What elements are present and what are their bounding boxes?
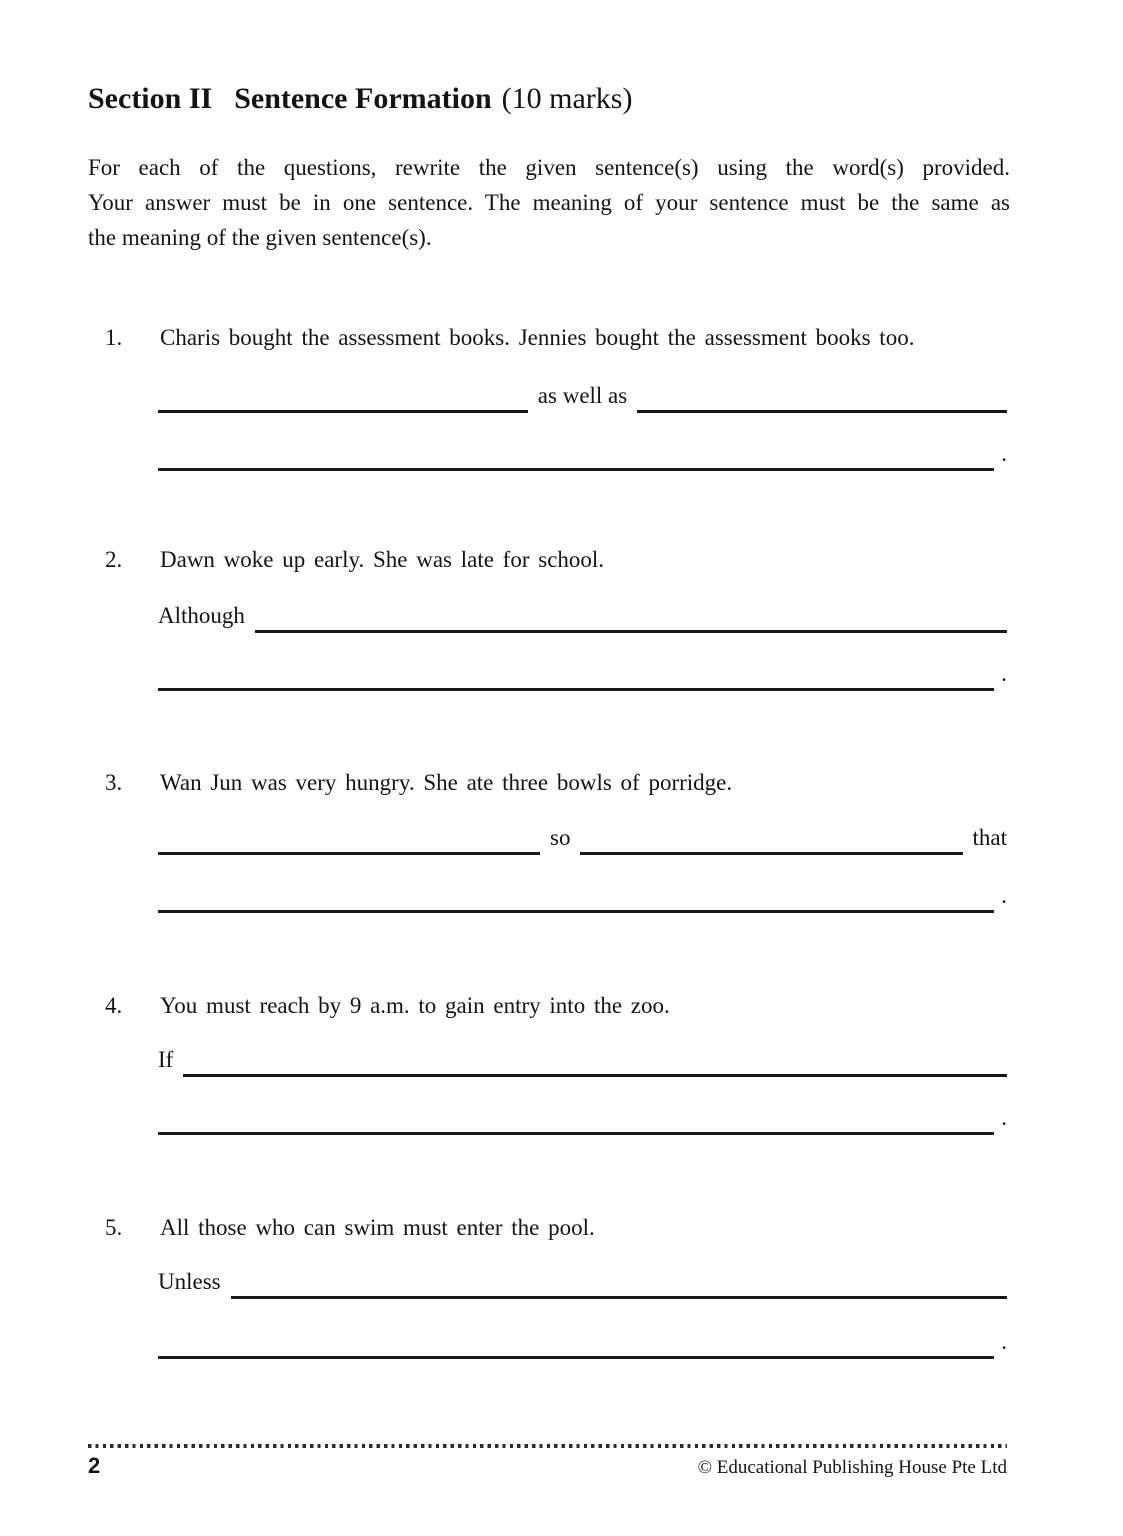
question-number: 4. [105, 993, 123, 1018]
instructions-line: Your answer must be in one sentence. The meaning of your sentence must be the same as [88, 190, 1010, 215]
answer-blank[interactable] [255, 600, 1007, 633]
question-1-answer-row-2 [158, 437, 1007, 471]
question-number: 2. [105, 547, 123, 572]
question-2-answer-row-1 [158, 599, 1007, 633]
connector-word: as well as [537, 383, 628, 408]
answer-blank[interactable] [231, 1266, 1007, 1299]
end-period: . [1001, 661, 1007, 686]
instructions-line: For each of the questions, rewrite the given sentence(s) using the word(s) provided. [88, 155, 1010, 180]
answer-blank[interactable] [158, 822, 540, 855]
question-1 [105, 322, 1010, 353]
answer-blank[interactable] [637, 380, 1007, 413]
question-5-answer-row-1 [158, 1265, 1007, 1299]
answer-blank[interactable] [183, 1044, 1007, 1077]
question-text: Charis bought the assessment books. Jennies bought the assessment books too. [160, 325, 915, 350]
answer-blank[interactable] [158, 380, 528, 413]
answer-blank[interactable] [158, 658, 994, 691]
answer-blank[interactable] [158, 880, 994, 913]
question-number: 3. [105, 770, 123, 795]
question-3 [105, 767, 1010, 798]
section-title-number: Section II [88, 82, 213, 115]
page-number: 2 [88, 1453, 101, 1478]
copyright-text: © Educational Publishing House Pte Ltd [697, 1457, 1007, 1478]
connector-word: so [550, 825, 571, 850]
question-number: 5. [105, 1215, 123, 1240]
end-period: . [1001, 1105, 1007, 1130]
question-text: Wan Jun was very hungry. She ate three bowls of porridge. [160, 770, 733, 795]
question-4 [105, 990, 1010, 1021]
section-title [88, 82, 632, 116]
question-text: All those who can swim must enter the pool. [160, 1215, 595, 1240]
question-5-answer-row-2 [158, 1325, 1007, 1359]
end-period: . [1001, 1329, 1007, 1354]
section-title-marks: (10 marks) [501, 82, 633, 115]
end-period: . [1001, 441, 1007, 466]
footer-dotted-divider [88, 1444, 1007, 1448]
question-1-answer-row-1 [158, 379, 1007, 413]
question-text: You must reach by 9 a.m. to gain entry into the zoo. [160, 993, 670, 1018]
answer-blank[interactable] [158, 1326, 994, 1359]
question-4-answer-row-2 [158, 1101, 1007, 1135]
answer-blank[interactable] [158, 438, 994, 471]
question-3-answer-row-2 [158, 879, 1007, 913]
question-5 [105, 1212, 1010, 1243]
instructions [88, 150, 1010, 255]
question-2-answer-row-2 [158, 657, 1007, 691]
section-title-name: Sentence Formation [234, 82, 492, 115]
connector-word: that [972, 825, 1008, 850]
answer-blank[interactable] [158, 1102, 994, 1135]
instructions-line: the meaning of the given sentence(s). [88, 225, 432, 250]
end-period: . [1001, 883, 1007, 908]
connector-word: Unless [158, 1269, 221, 1294]
question-number: 1. [105, 325, 123, 350]
connector-word: Although [158, 603, 245, 628]
answer-blank[interactable] [580, 822, 962, 855]
question-4-answer-row-1 [158, 1043, 1007, 1077]
connector-word: If [158, 1047, 174, 1072]
question-2 [105, 544, 1010, 575]
question-3-answer-row-1 [158, 821, 1007, 855]
question-text: Dawn woke up early. She was late for school. [160, 547, 605, 572]
